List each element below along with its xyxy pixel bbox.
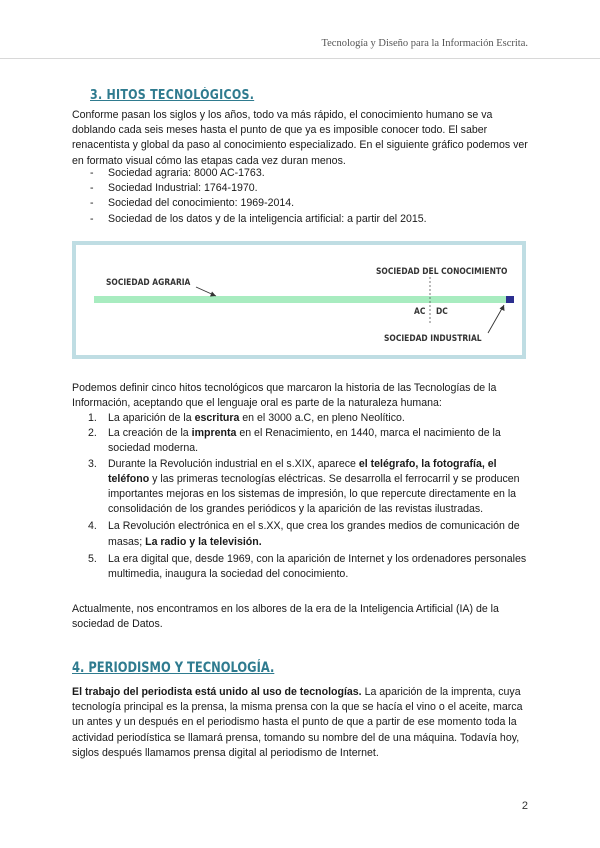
timeline-bar	[94, 296, 512, 303]
label-sociedad-industrial: SOCIEDAD INDUSTRIAL	[384, 333, 482, 343]
list-item: 5. La era digital que, desde 1969, con la aparición de Internet y los ordenadores personales multimedia, inaugura la sociedad del conocimiento.	[88, 552, 527, 581]
list-item: - Sociedad Industrial: 1764-1970.	[90, 181, 427, 196]
industrial-segment	[506, 296, 514, 303]
label-dc: DC	[436, 306, 448, 316]
timeline-figure	[72, 241, 526, 359]
page-number: 2	[521, 800, 528, 812]
running-header: Tecnología y Diseño para la Información Escrita.	[321, 38, 528, 49]
section-4-body: El trabajo del periodista está unido al uso de tecnologías. La aparición de la imprenta, cuya tecnología principal es la prensa, la misma prensa con la que se hacía el vino o el aceite, marca un antes y un después en el periodismo hasta el punto de que a partir de ese momento toda la actividad periodística se llamará prensa, tomando su nombre del de una máquina. Todavía hoy, siglos después llamamos prensa digital al periodismo de Internet.	[72, 686, 523, 759]
section-3-heading: 3. HITOS TECNOLÓGICOS.	[90, 88, 255, 103]
section-4-heading: 4. PERIODISMO Y TECNOLOGÍA.	[72, 660, 275, 676]
label-sociedad-conocimiento: SOCIEDAD DEL CONOCIMIENTO	[376, 266, 508, 276]
list-item: 1. La aparición de la escritura en el 3000 a.C, en pleno Neolítico.	[88, 412, 405, 424]
hitos-intro: Podemos definir cinco hitos tecnológicos que marcaron la historia de las Tecnologías de la Información, aceptando que el lenguaje oral es parte de la naturaleza humana:	[72, 382, 497, 410]
hitos-list	[88, 411, 528, 582]
label-sociedad-agraria: SOCIEDAD AGRARIA	[106, 277, 191, 287]
list-item: - Sociedad agraria: 8000 AC-1763.	[90, 166, 427, 181]
stages-list	[90, 166, 427, 227]
header-divider	[0, 58, 600, 59]
list-item: 3. Durante la Revolución industrial en el s.XIX, aparece el telégrafo, la fotografía, el teléfono y las primeras tecnologías eléctricas. Se desarrolla el ferrocarril y se producen importantes mejoras en los sistemas de impresión, lo que repercute directamente en la consolidación de los grandes periódicos y la aparición de las revistas ilustradas.	[88, 457, 520, 516]
list-item: 4. La Revolución electrónica en el s.XX, que crea los grandes medios de comunicación de masas; La radio y la televisión.	[88, 520, 520, 548]
label-ac: AC	[414, 306, 426, 316]
industrial-arrowhead	[500, 305, 505, 311]
list-item: - Sociedad de los datos y de la inteligencia artificial: a partir del 2015.	[90, 212, 427, 227]
section-3-intro: Conforme pasan los siglos y los años, todo va más rápido, el conocimiento humano se va doblando cada seis meses hasta el punto de que ya es imposible conocer todo. El saber renacentista y global da paso al conocimiento especializado. En el siguiente gráfico podemos ver en formato visual cómo las etapas cada vez duran menos.	[72, 109, 528, 167]
list-item: - Sociedad del conocimiento: 1969-2014.	[90, 196, 427, 211]
hitos-closing: Actualmente, nos encontramos en los albores de la era de la Inteligencia Artificial (IA) de la sociedad de Datos.	[72, 603, 499, 631]
list-item: 2. La creación de la imprenta en el Renacimiento, en 1440, marca el nacimiento de la sociedad moderna.	[88, 427, 501, 455]
